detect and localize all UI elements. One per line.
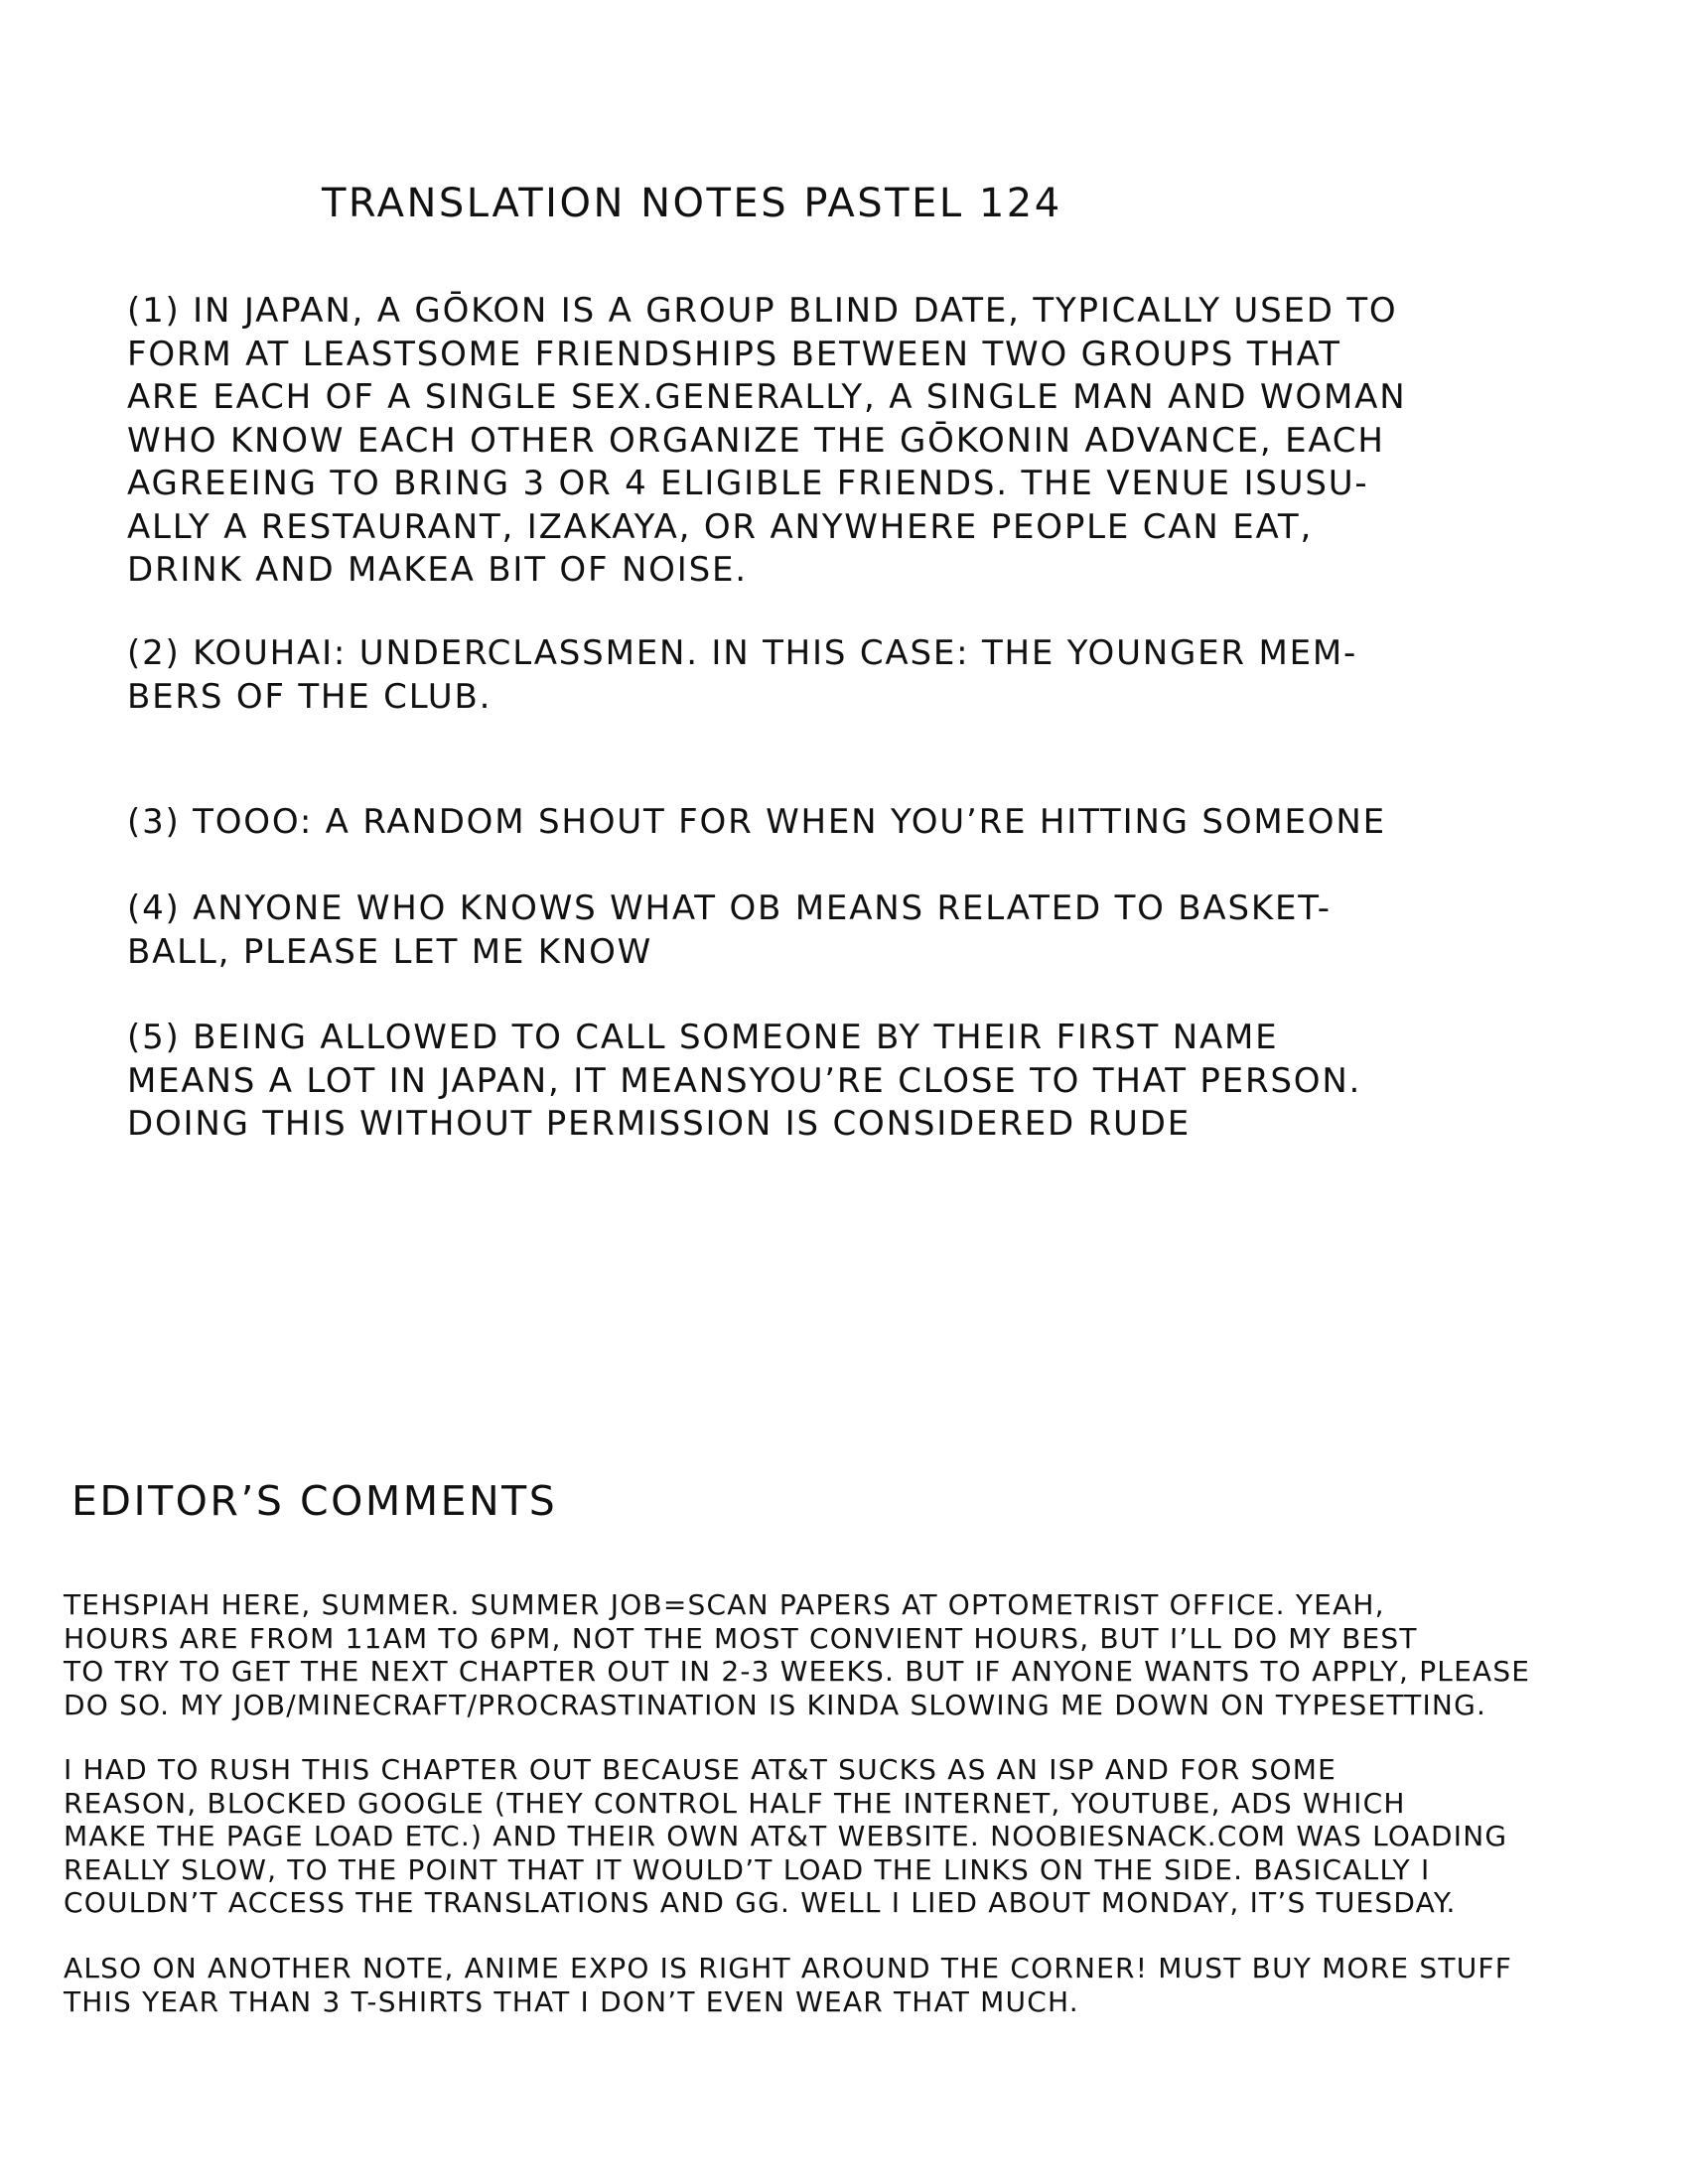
note-line: MEANS A LOT IN JAPAN, IT MEANSYOU’RE CLOSE TO THAT PERSON. xyxy=(127,1060,1362,1101)
note-2 xyxy=(127,632,1357,719)
note-5 xyxy=(127,1017,1361,1147)
editor-line: TO TRY TO GET THE NEXT CHAPTER OUT IN 2-3 WEEKS. BUT IF ANYONE WANTS TO APPLY, PLEASE xyxy=(64,1655,1531,1688)
note-3 xyxy=(127,801,1386,845)
editor-line: TEHSPIAH HERE, SUMMER. SUMMER JOB=SCAN PAPERS AT OPTOMETRIST OFFICE. YEAH, xyxy=(64,1588,1385,1621)
editor-line: MAKE THE PAGE LOAD ETC.) AND THEIR OWN AT&T WEBSITE. NOOBIESNACK.COM WAS LOADING xyxy=(64,1820,1508,1852)
note-line: DRINK AND MAKEA BIT OF NOISE. xyxy=(127,550,748,590)
note-line: (4) ANYONE WHO KNOWS WHAT OB MEANS RELATED TO BASKET- xyxy=(127,888,1332,928)
translation-notes xyxy=(127,290,1676,1144)
editor-comments xyxy=(64,1588,1672,2018)
editor-line: REASON, BLOCKED GOOGLE (THEY CONTROL HALF THE INTERNET, YOUTUBE, ADS WHICH xyxy=(64,1786,1406,1820)
editor-comments-heading: EDITOR’S COMMENTS xyxy=(71,1477,558,1525)
editor-line: ALSO ON ANOTHER NOTE, ANIME EXPO IS RIGHT AROUND THE CORNER! MUST BUY MORE STUFF xyxy=(64,1952,1513,1984)
note-line: (2) KOUHAI: UNDERCLASSMEN. IN THIS CASE: THE YOUNGER MEM- xyxy=(127,633,1358,673)
note-line: BERS OF THE CLUB. xyxy=(127,676,492,717)
note-line: ALLY A RESTAURANT, IZAKAYA, OR ANYWHERE PEOPLE CAN EAT, xyxy=(127,506,1314,547)
page-title: TRANSLATION NOTES PASTEL 124 xyxy=(322,181,1062,226)
note-line: ARE EACH OF A SINGLE SEX.GENERALLY, A SINGLE MAN AND WOMAN xyxy=(127,377,1407,417)
note-line: FORM AT LEASTSOME FRIENDSHIPS BETWEEN TWO GROUPS THAT xyxy=(127,334,1341,374)
note-line: WHO KNOW EACH OTHER ORGANIZE THE GŌKONIN ADVANCE, EACH xyxy=(127,420,1385,461)
editor-line: REALLY SLOW, TO THE POINT THAT IT WOULD’T LOAD THE LINKS ON THE SIDE. BASICALLY I xyxy=(64,1852,1431,1886)
editor-line: I HAD TO RUSH THIS CHAPTER OUT BECAUSE AT&T SUCKS AS AN ISP AND FOR SOME xyxy=(64,1753,1336,1786)
editor-paragraph-3 xyxy=(64,1952,1512,2018)
note-4 xyxy=(127,887,1332,974)
editor-line: COULDN’T ACCESS THE TRANSLATIONS AND GG. WELL I LIED ABOUT MONDAY, IT’S TUESDAY. xyxy=(64,1886,1457,1919)
note-1 xyxy=(127,290,1676,593)
note-line: AGREEING TO BRING 3 OR 4 ELIGIBLE FRIENDS. THE VENUE ISUSU- xyxy=(127,464,1369,503)
editor-line: HOURS ARE FROM 11AM TO 6PM, NOT THE MOST CONVIENT HOURS, BUT I’LL DO MY BEST xyxy=(64,1621,1418,1655)
note-line: (1) IN JAPAN, A GŌKON IS A GROUP BLIND DATE, TYPICALLY USED TO xyxy=(127,291,1398,331)
editor-paragraph-2 xyxy=(64,1753,1507,1920)
note-line: DOING THIS WITHOUT PERMISSION IS CONSIDERED RUDE xyxy=(127,1104,1191,1144)
editor-paragraph-1 xyxy=(64,1588,1672,1721)
note-line: BALL, PLEASE LET ME KNOW xyxy=(127,931,653,972)
editor-line: DO SO. MY JOB/MINECRAFT/PROCRASTINATION IS KINDA SLOWING ME DOWN ON TYPESETTING. xyxy=(64,1688,1487,1721)
note-line: (3) TOOO: A RANDOM SHOUT FOR WHEN YOU’RE HITTING SOMEONE xyxy=(127,802,1386,842)
note-line: (5) BEING ALLOWED TO CALL SOMEONE BY THEIR FIRST NAME xyxy=(127,1018,1279,1057)
editor-line: THIS YEAR THAN 3 T-SHIRTS THAT I DON’T EVEN WEAR THAT MUCH. xyxy=(64,1984,1079,2018)
